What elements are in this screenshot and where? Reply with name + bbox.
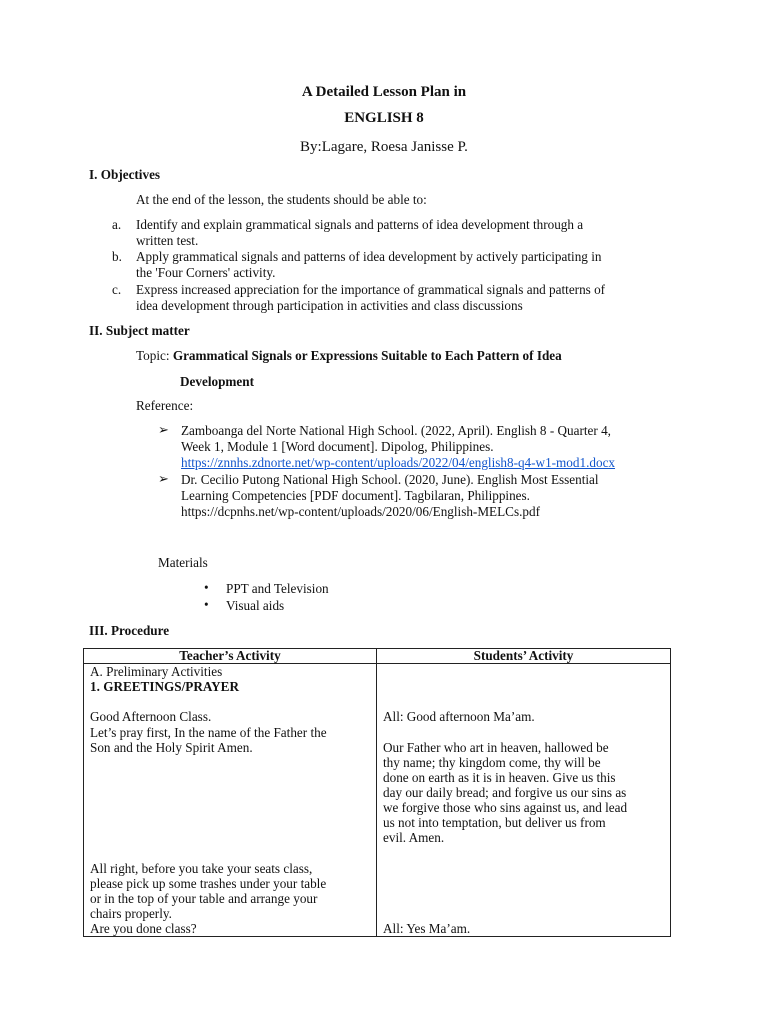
list-item: Identify and explain grammatical signals and patterns of idea development through a <box>136 217 584 232</box>
list-item-marker: c. <box>112 282 122 297</box>
table-header-row <box>84 649 671 664</box>
list-item: Dr. Cecilio Putong National High School. (2020, June). English Most Essential <box>181 472 599 487</box>
student-line: us not into temptation, but deliver us from <box>383 815 606 830</box>
document-subject: ENGLISH 8 <box>344 110 424 126</box>
reference-label: Reference: <box>136 398 194 413</box>
arrow-bullet-icon: ➢ <box>158 471 169 486</box>
materials-label: Materials <box>158 555 208 570</box>
teacher-column-header: Teacher’s Activity <box>84 649 377 664</box>
student-line: we forgive those who sins against us, and lead <box>383 800 628 815</box>
objectives-intro: At the end of the lesson, the students should be able to: <box>136 192 427 207</box>
topic-line <box>136 348 562 364</box>
student-line: day our daily bread; and forgive us our sins as <box>383 785 627 800</box>
students-column-header: Students’ Activity <box>377 649 671 664</box>
teacher-line: Are you done class? <box>90 921 197 936</box>
student-line: All: Good afternoon Ma’am. <box>383 709 535 724</box>
procedure-table <box>83 648 671 937</box>
list-item-marker: b. <box>112 249 122 264</box>
list-item: Zamboanga del Norte National High School. (2022, April). English 8 - Quarter 4, <box>181 423 611 438</box>
preliminary-label: A. Preliminary Activities <box>90 664 223 679</box>
list-item: Visual aids <box>226 598 285 613</box>
bullet-icon: • <box>204 580 209 595</box>
objectives-heading: I. Objectives <box>89 167 161 182</box>
procedure-heading: III. Procedure <box>89 623 170 638</box>
teacher-line: please pick up some trashes under your table <box>90 876 327 891</box>
topic-title: Grammatical Signals or Expressions Suitable to Each Pattern of Idea <box>172 348 562 363</box>
arrow-bullet-icon: ➢ <box>158 422 169 437</box>
document-title: A Detailed Lesson Plan in <box>301 84 467 100</box>
student-line: Our Father who art in heaven, hallowed be <box>383 740 609 755</box>
topic-label: Topic: <box>136 348 173 363</box>
teacher-line: Son and the Holy Spirit Amen. <box>90 740 253 755</box>
list-item: Learning Competencies [PDF document]. Tagbilaran, Philippines. <box>181 488 530 503</box>
teacher-line: Let’s pray first, In the name of the Father the <box>90 725 327 740</box>
teacher-line: All right, before you take your seats class, <box>90 861 313 876</box>
list-item: https://dcpnhs.net/wp-content/uploads/2020/06/English-MELCs.pdf <box>181 504 540 519</box>
list-item: PPT and Television <box>226 581 329 596</box>
student-line: thy name; thy kingdom come, thy will be <box>383 755 601 770</box>
bullet-icon: • <box>204 597 209 612</box>
teacher-cell <box>84 664 377 937</box>
student-line: done on earth as it is in heaven. Give us this <box>383 770 616 785</box>
student-line: evil. Amen. <box>383 830 445 845</box>
topic-title-continued: Development <box>180 374 254 389</box>
teacher-line: or in the top of your table and arrange your <box>90 891 318 906</box>
list-item-marker: a. <box>112 217 122 232</box>
table-row <box>84 664 671 937</box>
list-item: idea development through participation in activities and class discussions <box>136 298 523 313</box>
list-item: Apply grammatical signals and patterns of idea development by actively participating in <box>136 249 602 264</box>
students-cell <box>377 664 671 937</box>
list-item: Week 1, Module 1 [Word document]. Dipolog, Philippines. <box>181 439 494 454</box>
list-item: written test. <box>136 233 199 248</box>
teacher-line: Good Afternoon Class. <box>90 709 212 724</box>
teacher-line: chairs properly. <box>90 906 172 921</box>
subject-heading: II. Subject matter <box>89 323 190 338</box>
reference-link[interactable]: https://znnhs.zdnorte.net/wp-content/uploads/2022/04/english8-q4-w1-mod1.docx <box>181 455 616 470</box>
student-line: All: Yes Ma’am. <box>383 921 471 936</box>
list-item: the 'Four Corners' activity. <box>136 265 276 280</box>
document-author: By:Lagare, Roesa Janisse P. <box>300 139 468 155</box>
list-item: Express increased appreciation for the importance of grammatical signals and patterns of <box>136 282 606 297</box>
greetings-heading: 1. GREETINGS/PRAYER <box>90 679 240 694</box>
